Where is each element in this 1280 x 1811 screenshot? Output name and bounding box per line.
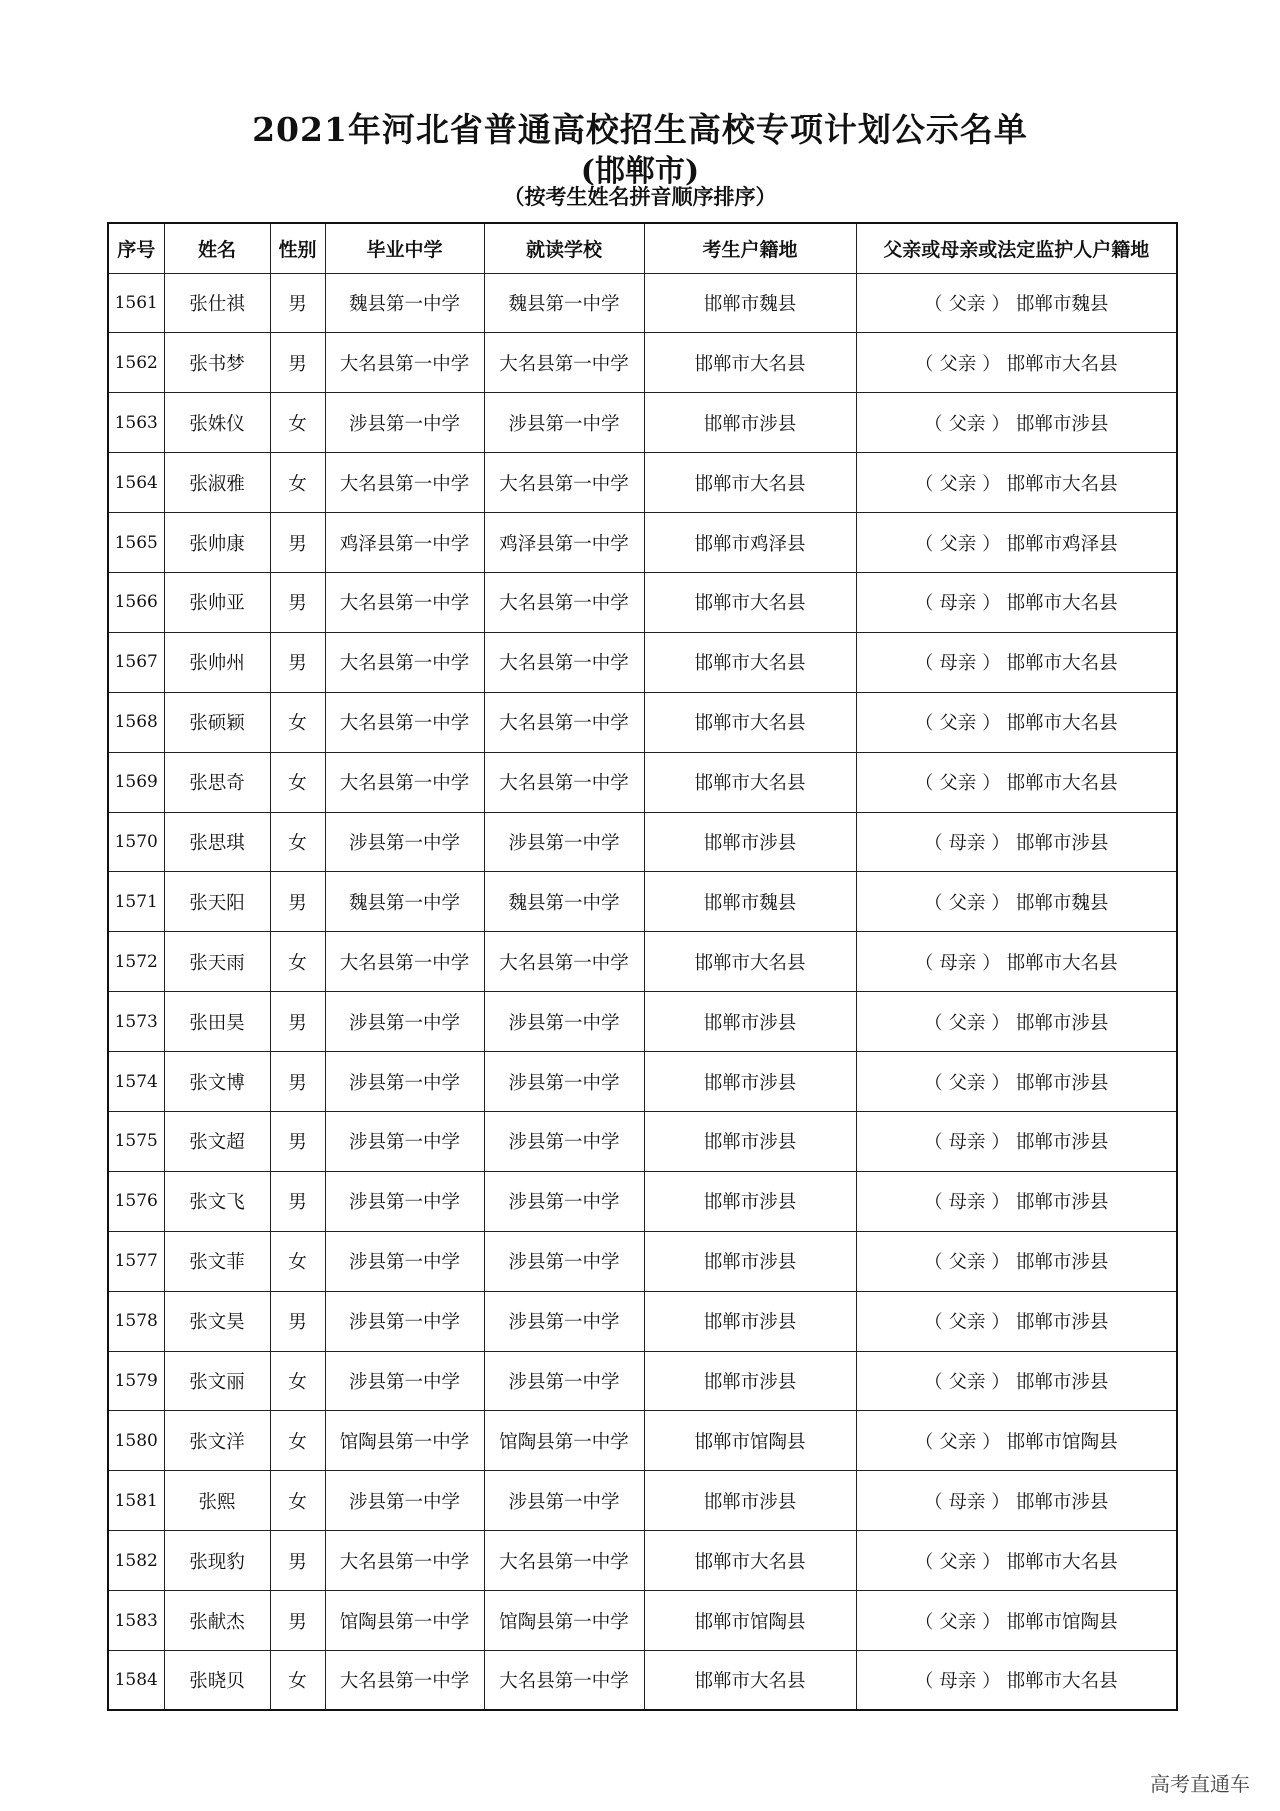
cell-graduate-school: 大名县第一中学 xyxy=(325,333,484,393)
cell-name: 张硕颖 xyxy=(164,692,270,752)
cell-seq: 1572 xyxy=(108,932,164,992)
cell-graduate-school: 大名县第一中学 xyxy=(325,932,484,992)
column-header-guardian-hukou: 父亲或母亲或法定监护人户籍地 xyxy=(856,223,1177,273)
cell-gender: 男 xyxy=(270,572,325,632)
cell-seq: 1570 xyxy=(108,812,164,872)
table-row xyxy=(108,692,1177,752)
cell-student-hukou: 邯郸市大名县 xyxy=(644,1531,856,1591)
cell-graduate-school: 大名县第一中学 xyxy=(325,1650,484,1710)
cell-guardian-hukou: （ 父亲 ） 邯郸市大名县 xyxy=(856,333,1177,393)
cell-current-school: 大名县第一中学 xyxy=(484,1650,644,1710)
table-row xyxy=(108,932,1177,992)
cell-current-school: 大名县第一中学 xyxy=(484,752,644,812)
cell-student-hukou: 邯郸市涉县 xyxy=(644,1052,856,1112)
cell-current-school: 大名县第一中学 xyxy=(484,333,644,393)
cell-current-school: 馆陶县第一中学 xyxy=(484,1591,644,1651)
cell-gender: 女 xyxy=(270,1231,325,1291)
cell-guardian-hukou: （ 父亲 ） 邯郸市鸡泽县 xyxy=(856,513,1177,573)
cell-gender: 男 xyxy=(270,632,325,692)
table-row xyxy=(108,1111,1177,1171)
cell-graduate-school: 涉县第一中学 xyxy=(325,393,484,453)
cell-seq: 1571 xyxy=(108,872,164,932)
cell-graduate-school: 魏县第一中学 xyxy=(325,872,484,932)
cell-gender: 女 xyxy=(270,1411,325,1471)
cell-seq: 1582 xyxy=(108,1531,164,1591)
cell-graduate-school: 馆陶县第一中学 xyxy=(325,1411,484,1471)
cell-current-school: 大名县第一中学 xyxy=(484,932,644,992)
cell-guardian-hukou: （ 父亲 ） 邯郸市涉县 xyxy=(856,1351,1177,1411)
cell-seq: 1583 xyxy=(108,1591,164,1651)
cell-student-hukou: 邯郸市涉县 xyxy=(644,1351,856,1411)
cell-guardian-hukou: （ 母亲 ） 邯郸市大名县 xyxy=(856,572,1177,632)
cell-graduate-school: 涉县第一中学 xyxy=(325,812,484,872)
cell-gender: 男 xyxy=(270,1531,325,1591)
cell-student-hukou: 邯郸市涉县 xyxy=(644,1291,856,1351)
roster-table xyxy=(107,222,1178,1711)
cell-seq: 1584 xyxy=(108,1650,164,1710)
cell-current-school: 大名县第一中学 xyxy=(484,632,644,692)
cell-guardian-hukou: （ 父亲 ） 邯郸市魏县 xyxy=(856,872,1177,932)
table-row xyxy=(108,572,1177,632)
cell-student-hukou: 邯郸市大名县 xyxy=(644,692,856,752)
table-row xyxy=(108,812,1177,872)
cell-student-hukou: 邯郸市魏县 xyxy=(644,273,856,333)
cell-gender: 男 xyxy=(270,1291,325,1351)
cell-guardian-hukou: （ 父亲 ） 邯郸市涉县 xyxy=(856,1291,1177,1351)
cell-current-school: 涉县第一中学 xyxy=(484,812,644,872)
cell-gender: 女 xyxy=(270,393,325,453)
cell-guardian-hukou: （ 母亲 ） 邯郸市涉县 xyxy=(856,812,1177,872)
cell-seq: 1567 xyxy=(108,632,164,692)
cell-student-hukou: 邯郸市大名县 xyxy=(644,752,856,812)
document-subtitle: (邯郸市) xyxy=(580,154,700,189)
table-row xyxy=(108,273,1177,333)
cell-seq: 1568 xyxy=(108,692,164,752)
cell-guardian-hukou: （ 母亲 ） 邯郸市大名县 xyxy=(856,632,1177,692)
cell-gender: 男 xyxy=(270,1171,325,1231)
cell-graduate-school: 涉县第一中学 xyxy=(325,992,484,1052)
cell-seq: 1573 xyxy=(108,992,164,1052)
cell-graduate-school: 大名县第一中学 xyxy=(325,692,484,752)
cell-name: 张书梦 xyxy=(164,333,270,393)
cell-student-hukou: 邯郸市大名县 xyxy=(644,632,856,692)
cell-graduate-school: 大名县第一中学 xyxy=(325,572,484,632)
cell-current-school: 涉县第一中学 xyxy=(484,1111,644,1171)
cell-student-hukou: 邯郸市涉县 xyxy=(644,992,856,1052)
cell-current-school: 大名县第一中学 xyxy=(484,1531,644,1591)
column-header-seq: 序号 xyxy=(108,223,164,273)
cell-seq: 1575 xyxy=(108,1111,164,1171)
cell-graduate-school: 魏县第一中学 xyxy=(325,273,484,333)
cell-seq: 1578 xyxy=(108,1291,164,1351)
cell-guardian-hukou: （ 父亲 ） 邯郸市馆陶县 xyxy=(856,1411,1177,1471)
cell-graduate-school: 大名县第一中学 xyxy=(325,1531,484,1591)
cell-name: 张姝仪 xyxy=(164,393,270,453)
document-title: 2021年河北省普通高校招生高校专项计划公示名单 xyxy=(252,110,1028,149)
table-row xyxy=(108,752,1177,812)
cell-student-hukou: 邯郸市涉县 xyxy=(644,1471,856,1531)
cell-seq: 1581 xyxy=(108,1471,164,1531)
cell-graduate-school: 鸡泽县第一中学 xyxy=(325,513,484,573)
table-row xyxy=(108,1411,1177,1471)
cell-current-school: 涉县第一中学 xyxy=(484,1171,644,1231)
cell-guardian-hukou: （ 母亲 ） 邯郸市涉县 xyxy=(856,1471,1177,1531)
cell-student-hukou: 邯郸市魏县 xyxy=(644,872,856,932)
cell-gender: 男 xyxy=(270,273,325,333)
cell-gender: 男 xyxy=(270,513,325,573)
cell-guardian-hukou: （ 父亲 ） 邯郸市涉县 xyxy=(856,992,1177,1052)
cell-seq: 1564 xyxy=(108,453,164,513)
cell-seq: 1580 xyxy=(108,1411,164,1471)
cell-seq: 1579 xyxy=(108,1351,164,1411)
cell-current-school: 大名县第一中学 xyxy=(484,453,644,513)
cell-seq: 1569 xyxy=(108,752,164,812)
table-row xyxy=(108,453,1177,513)
table-row xyxy=(108,1471,1177,1531)
table-row xyxy=(108,1291,1177,1351)
cell-graduate-school: 涉县第一中学 xyxy=(325,1471,484,1531)
column-header-name: 姓名 xyxy=(164,223,270,273)
cell-student-hukou: 邯郸市涉县 xyxy=(644,393,856,453)
cell-current-school: 大名县第一中学 xyxy=(484,692,644,752)
column-header-graduate-school: 毕业中学 xyxy=(325,223,484,273)
table-row xyxy=(108,872,1177,932)
table-row xyxy=(108,393,1177,453)
cell-guardian-hukou: （ 父亲 ） 邯郸市魏县 xyxy=(856,273,1177,333)
cell-seq: 1574 xyxy=(108,1052,164,1112)
cell-current-school: 鸡泽县第一中学 xyxy=(484,513,644,573)
cell-gender: 男 xyxy=(270,1111,325,1171)
cell-seq: 1562 xyxy=(108,333,164,393)
cell-current-school: 涉县第一中学 xyxy=(484,1351,644,1411)
cell-name: 张文超 xyxy=(164,1111,270,1171)
table-header-row xyxy=(108,223,1177,273)
cell-gender: 女 xyxy=(270,1471,325,1531)
cell-guardian-hukou: （ 父亲 ） 邯郸市大名县 xyxy=(856,692,1177,752)
cell-guardian-hukou: （ 父亲 ） 邯郸市涉县 xyxy=(856,1052,1177,1112)
cell-current-school: 馆陶县第一中学 xyxy=(484,1411,644,1471)
cell-student-hukou: 邯郸市涉县 xyxy=(644,1171,856,1231)
cell-name: 张淑雅 xyxy=(164,453,270,513)
table-row xyxy=(108,1531,1177,1591)
table-row xyxy=(108,333,1177,393)
cell-graduate-school: 涉县第一中学 xyxy=(325,1052,484,1112)
cell-gender: 女 xyxy=(270,1351,325,1411)
cell-current-school: 大名县第一中学 xyxy=(484,572,644,632)
cell-name: 张帅康 xyxy=(164,513,270,573)
column-header-current-school: 就读学校 xyxy=(484,223,644,273)
watermark-text: 高考直通车 xyxy=(1150,1772,1250,1796)
cell-guardian-hukou: （ 父亲 ） 邯郸市大名县 xyxy=(856,752,1177,812)
cell-guardian-hukou: （ 父亲 ） 邯郸市馆陶县 xyxy=(856,1591,1177,1651)
cell-name: 张文昊 xyxy=(164,1291,270,1351)
cell-gender: 女 xyxy=(270,752,325,812)
cell-name: 张思奇 xyxy=(164,752,270,812)
table-row xyxy=(108,1052,1177,1112)
table-row xyxy=(108,1231,1177,1291)
cell-seq: 1563 xyxy=(108,393,164,453)
cell-seq: 1566 xyxy=(108,572,164,632)
cell-student-hukou: 邯郸市馆陶县 xyxy=(644,1411,856,1471)
cell-gender: 男 xyxy=(270,1591,325,1651)
cell-current-school: 涉县第一中学 xyxy=(484,1231,644,1291)
cell-seq: 1576 xyxy=(108,1171,164,1231)
table-body xyxy=(108,273,1177,1710)
cell-current-school: 涉县第一中学 xyxy=(484,992,644,1052)
cell-gender: 女 xyxy=(270,1650,325,1710)
cell-name: 张帅州 xyxy=(164,632,270,692)
cell-current-school: 涉县第一中学 xyxy=(484,1291,644,1351)
cell-name: 张思琪 xyxy=(164,812,270,872)
cell-graduate-school: 涉县第一中学 xyxy=(325,1231,484,1291)
cell-guardian-hukou: （ 母亲 ） 邯郸市大名县 xyxy=(856,1650,1177,1710)
cell-gender: 男 xyxy=(270,992,325,1052)
cell-guardian-hukou: （ 母亲 ） 邯郸市大名县 xyxy=(856,932,1177,992)
cell-gender: 男 xyxy=(270,872,325,932)
cell-student-hukou: 邯郸市鸡泽县 xyxy=(644,513,856,573)
table-row xyxy=(108,1591,1177,1651)
table-row xyxy=(108,1351,1177,1411)
table-row xyxy=(108,1650,1177,1710)
cell-name: 张晓贝 xyxy=(164,1650,270,1710)
cell-graduate-school: 涉县第一中学 xyxy=(325,1111,484,1171)
cell-name: 张天阳 xyxy=(164,872,270,932)
cell-guardian-hukou: （ 父亲 ） 邯郸市涉县 xyxy=(856,393,1177,453)
cell-seq: 1561 xyxy=(108,273,164,333)
cell-graduate-school: 大名县第一中学 xyxy=(325,632,484,692)
cell-student-hukou: 邯郸市馆陶县 xyxy=(644,1591,856,1651)
cell-guardian-hukou: （ 母亲 ） 邯郸市涉县 xyxy=(856,1111,1177,1171)
cell-guardian-hukou: （ 父亲 ） 邯郸市大名县 xyxy=(856,1531,1177,1591)
cell-student-hukou: 邯郸市大名县 xyxy=(644,932,856,992)
cell-name: 张田昊 xyxy=(164,992,270,1052)
cell-seq: 1565 xyxy=(108,513,164,573)
cell-name: 张天雨 xyxy=(164,932,270,992)
cell-name: 张仕祺 xyxy=(164,273,270,333)
cell-student-hukou: 邯郸市涉县 xyxy=(644,812,856,872)
cell-guardian-hukou: （ 父亲 ） 邯郸市大名县 xyxy=(856,453,1177,513)
cell-name: 张帅亚 xyxy=(164,572,270,632)
cell-current-school: 魏县第一中学 xyxy=(484,273,644,333)
cell-guardian-hukou: （ 母亲 ） 邯郸市涉县 xyxy=(856,1171,1177,1231)
cell-name: 张熙 xyxy=(164,1471,270,1531)
cell-student-hukou: 邯郸市涉县 xyxy=(644,1111,856,1171)
cell-current-school: 涉县第一中学 xyxy=(484,393,644,453)
cell-gender: 女 xyxy=(270,692,325,752)
cell-gender: 男 xyxy=(270,333,325,393)
cell-guardian-hukou: （ 父亲 ） 邯郸市涉县 xyxy=(856,1231,1177,1291)
cell-name: 张文洋 xyxy=(164,1411,270,1471)
table-row xyxy=(108,632,1177,692)
cell-graduate-school: 大名县第一中学 xyxy=(325,752,484,812)
cell-current-school: 涉县第一中学 xyxy=(484,1052,644,1112)
document-sort-note: （按考生姓名拼音顺序排序） xyxy=(503,184,777,209)
table-row xyxy=(108,992,1177,1052)
cell-gender: 女 xyxy=(270,453,325,513)
cell-graduate-school: 涉县第一中学 xyxy=(325,1351,484,1411)
cell-graduate-school: 涉县第一中学 xyxy=(325,1291,484,1351)
column-header-student-hukou: 考生户籍地 xyxy=(644,223,856,273)
cell-current-school: 魏县第一中学 xyxy=(484,872,644,932)
cell-seq: 1577 xyxy=(108,1231,164,1291)
table-row xyxy=(108,1171,1177,1231)
cell-name: 张文飞 xyxy=(164,1171,270,1231)
cell-student-hukou: 邯郸市大名县 xyxy=(644,333,856,393)
cell-gender: 男 xyxy=(270,1052,325,1112)
cell-graduate-school: 涉县第一中学 xyxy=(325,1171,484,1231)
cell-gender: 女 xyxy=(270,932,325,992)
cell-graduate-school: 馆陶县第一中学 xyxy=(325,1591,484,1651)
cell-name: 张文丽 xyxy=(164,1351,270,1411)
cell-student-hukou: 邯郸市大名县 xyxy=(644,572,856,632)
cell-name: 张献杰 xyxy=(164,1591,270,1651)
cell-gender: 女 xyxy=(270,812,325,872)
table-row xyxy=(108,513,1177,573)
cell-name: 张现豹 xyxy=(164,1531,270,1591)
cell-student-hukou: 邯郸市涉县 xyxy=(644,1231,856,1291)
column-header-gender: 性别 xyxy=(270,223,325,273)
cell-graduate-school: 大名县第一中学 xyxy=(325,453,484,513)
cell-student-hukou: 邯郸市大名县 xyxy=(644,453,856,513)
cell-student-hukou: 邯郸市大名县 xyxy=(644,1650,856,1710)
cell-name: 张文菲 xyxy=(164,1231,270,1291)
cell-name: 张文博 xyxy=(164,1052,270,1112)
cell-current-school: 涉县第一中学 xyxy=(484,1471,644,1531)
